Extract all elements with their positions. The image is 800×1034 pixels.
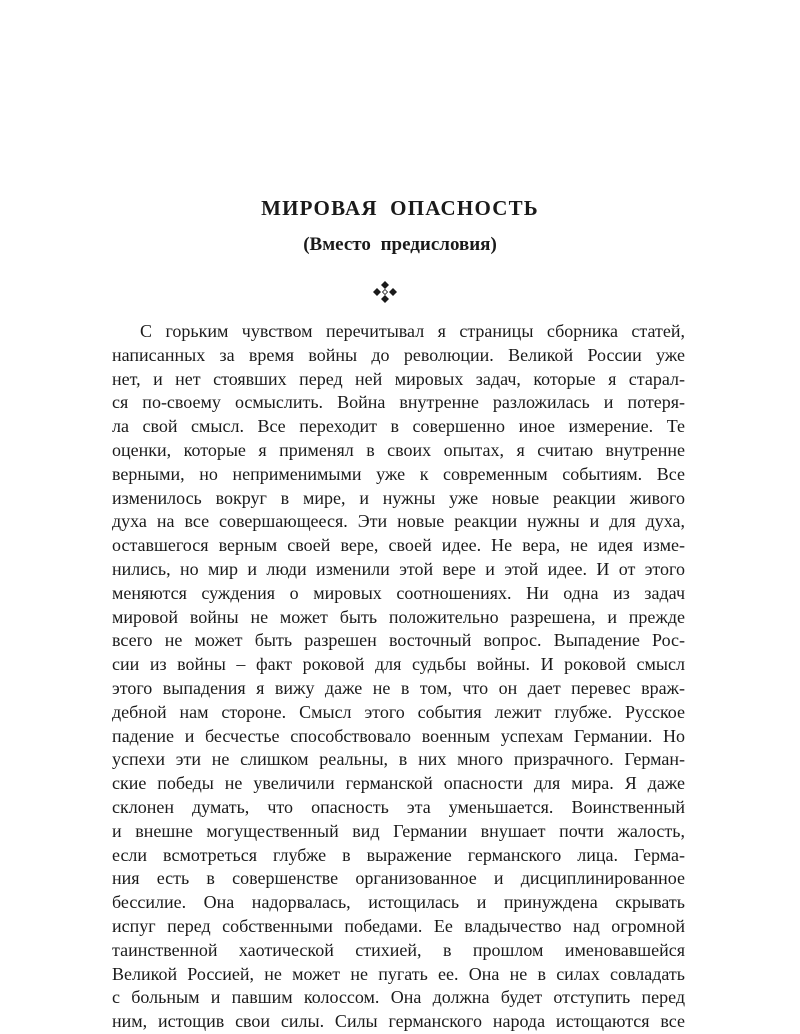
text-line: таинственной хаотической стихией, в прошлом именовавшейся (112, 939, 685, 960)
chapter-title: МИРОВАЯ ОПАСНОСТЬ (261, 196, 539, 220)
text-line: успехи эти не слишком реальны, в них много призрачного. Герман- (112, 749, 685, 770)
text-line: Великой Россией, не может не пугать ее. Она не в силах совладать (112, 963, 685, 984)
text-line: этого выпадения я вижу даже не в том, что он дает перевес враж- (112, 677, 685, 698)
text-line: ся по-своему осмыслить. Война внутренне разложилась и потеря- (112, 392, 685, 413)
text-line: ские победы не увеличили германской опасности для мира. Я даже (112, 773, 685, 794)
text-line: ла свой смысл. Все переходит в совершенно иное измерение. Те (112, 416, 685, 437)
text-line: оставшегося верным своей вере, своей идее. Не вера, не идея изме- (112, 535, 685, 556)
text-line: С горьким чувством перечитывал я страницы сборника статей, (140, 321, 685, 341)
text-line: ним, истощив свои силы. Силы германского народа истощаются все (112, 1011, 685, 1032)
text-line: всего не может быть разрешен восточный вопрос. Выпадение Рос- (112, 630, 685, 651)
chapter-subtitle: (Вместо предисловия) (303, 234, 497, 255)
body-text (112, 320, 685, 1034)
text-line: меняются суждения о мировых соотношениях. Ни одна из задач (112, 582, 685, 603)
diamond-fleuron-icon (372, 280, 398, 304)
text-line: ния есть в совершенстве организованное и дисциплинированное (112, 868, 685, 889)
text-line: мировой войны не может быть положительно разрешена, и прежде (112, 606, 685, 627)
text-line: духа на все совершающееся. Эти новые реакции нужны и для духа, (112, 511, 685, 532)
text-line: испуг перед собственными победами. Ее владычество над огромной (112, 915, 685, 936)
text-line: если всмотреться глубже в выражение германского лица. Герма- (112, 844, 685, 865)
text-line: верными, но неприменимыми уже к современным событиям. Все (112, 463, 685, 484)
text-line: нились, но мир и люди изменили этой вере и этой идее. И от этого (112, 558, 685, 579)
text-line: бессилие. Она надорвалась, истощилась и принуждена скрывать (112, 892, 685, 913)
text-line: написанных за время войны до революции. Великой России уже (112, 344, 685, 365)
text-line: дебной нам стороне. Смысл этого события лежит глубже. Русское (112, 701, 685, 722)
text-line: падение и бесчестье способствовало военным успехам Германии. Но (112, 725, 685, 746)
text-line: нет, и нет стоявших перед ней мировых задач, которые я старал- (112, 368, 685, 389)
text-line: изменилось вокруг в мире, и нужны уже новые реакции живого (112, 487, 685, 508)
text-line: с больным и павшим колоссом. Она должна будет отступить перед (112, 987, 685, 1008)
text-line: склонен думать, что опасность эта уменьшается. Воинственный (112, 796, 685, 817)
text-line: оценки, которые я применял в своих опытах, я считаю внутренне (112, 439, 685, 460)
text-line: и внешне могущественный вид Германии внушает почти жалость, (112, 820, 685, 841)
text-line: сии из войны – факт роковой для судьбы войны. И роковой смысл (112, 654, 685, 675)
